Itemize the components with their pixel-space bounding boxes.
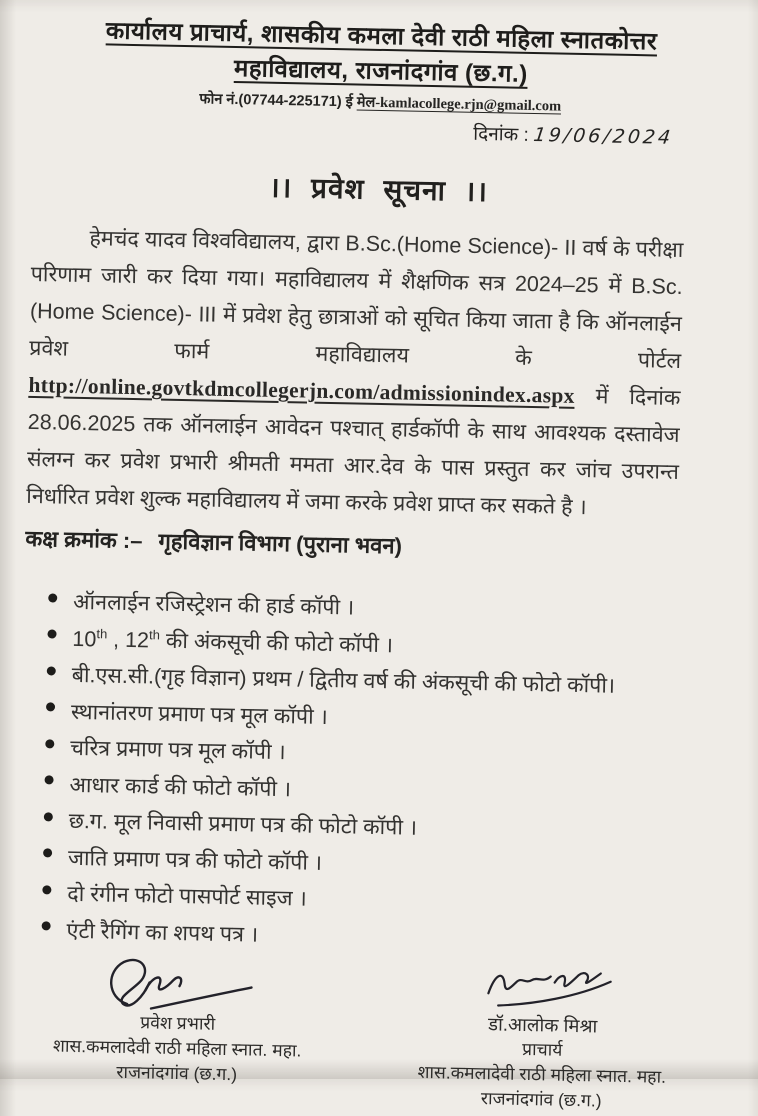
doc-text: चरित्र प्रमाण पत्र मूल कॉपी । [69,735,286,765]
ordinal-suffix: th [96,625,108,641]
doc-text: बी.एस.सी.(गृह विज्ञान) प्रथम / द्वितीय वर्ष की अंकसूची की फोटो कॉपी। [71,662,616,698]
doc-text: दो रंगीन फोटो पासपोर्ट साइज । [67,881,308,911]
bullet-icon [42,922,51,931]
documents-list [41,583,716,961]
bullet-icon [42,885,51,894]
college-name-line: महाविद्यालय, राजनांदगांव (छ.ग.) [233,54,528,88]
signature-left-block [16,950,339,1108]
doc-text-part: 10 [72,626,97,651]
principal-title: प्राचार्य [521,1038,563,1060]
doc-text-part: , 12 [106,627,150,652]
bullet-icon [45,739,54,748]
bullet-icon [46,703,55,712]
room-number-line [25,521,718,571]
admission-paragraph [26,219,684,528]
ordinal-suffix: th [148,626,161,642]
bullet-icon [47,666,56,675]
date-value: 19/06/2024 [532,124,675,149]
date-label: दिनांक : [472,123,530,146]
document-sheet [14,12,728,1116]
principal-college-line: शास.कमलादेवी राठी महिला स्नात. महा. [417,1061,667,1087]
incharge-college-line: शास.कमलादेवी राठी महिला स्नात. महा. [52,1035,302,1061]
incharge-city-line: राजनांदगांव (छ.ग.) [116,1061,238,1085]
signature-right-block [370,957,715,1116]
doc-text: एंटी रैगिंग का शपथ पत्र । [66,918,259,947]
doc-text: आधार कार्ड की फोटो कॉपी । [69,772,292,801]
doc-text-part: की अंकसूची की फोटो कॉपी । [159,628,394,657]
doc-text: स्थानांतरण प्रमाण पत्र मूल कॉपी । [70,699,329,729]
incharge-title: प्रवेश प्रभारी [140,1012,216,1034]
room-number-value: गृहविज्ञान विभाग (पुराना भवन) [158,528,403,559]
bullet-icon [47,630,56,639]
bullet-icon [43,849,52,858]
principal-signature-icon [458,959,629,1018]
bullet-icon [48,593,57,602]
paragraph-text-before-url: हेमचंद यादव विश्वविद्यालय, द्वारा B.Sc.(Home Science)- II वर्ष के परीक्षा परिणाम जारी कर दिया गया। महाविद्यालय में शैक्षणिक सत्र 2024–25 में B.Sc.(Home Science)- III में प्रवेश हेतु छात्राओं को सूचित किया जाता है कि ऑनलाईन प्रवेश फार्म महाविद्यालय के पोर्टल [29,226,684,374]
admission-incharge-signature-icon [93,951,264,1016]
principal-city-line: राजनांदगांव (छ.ग.) [480,1088,602,1111]
letterhead [35,12,728,96]
email-address: मेल-kamlacollege.rjn@gmail.com [356,94,562,115]
portal-url: http://online.govtkdmcollegerjn.com/admissionindex.aspx [28,372,575,408]
phone-number: फोन नं.(07744-225171) ई [199,91,357,111]
paragraph-text-after-url: में दिनांक 28.06.2025 तक ऑनलाईन आवेदन पश्चात् हार्डकॉपी के साथ आवश्यक दस्तावेज संलग्न कर प्रवेश प्रभारी श्रीमती ममता आर.देव के पास प्रस्तुत कर जांच उपरान्त निर्धारित प्रवेश शुल्क महाविद्यालय में जमा करके प्रवेश प्राप्त कर सकते है । [26,383,681,520]
room-number-label: कक्ष क्रमांक :– [25,525,143,554]
doc-text: ऑनलाईन रजिस्ट्रेशन की हार्ड कॉपी । [72,589,355,620]
notice-title: ।। प्रवेश सूचना ।। [268,171,489,208]
bullet-icon [44,776,53,785]
bullet-icon [44,812,53,821]
signatures-row [14,950,709,1116]
principal-name: डॉ.आलोक मिश्रा [487,1013,598,1037]
doc-text: जाति प्रमाण पत्र की फोटो कॉपी । [67,845,323,875]
office-name-line: कार्यालय प्राचार्य, शासकीय कमला देवी राठी महिला स्नातकोत्तर [105,17,658,56]
doc-text: छ.ग. मूल निवासी प्रमाण पत्र की फोटो कॉपी । [68,808,418,840]
